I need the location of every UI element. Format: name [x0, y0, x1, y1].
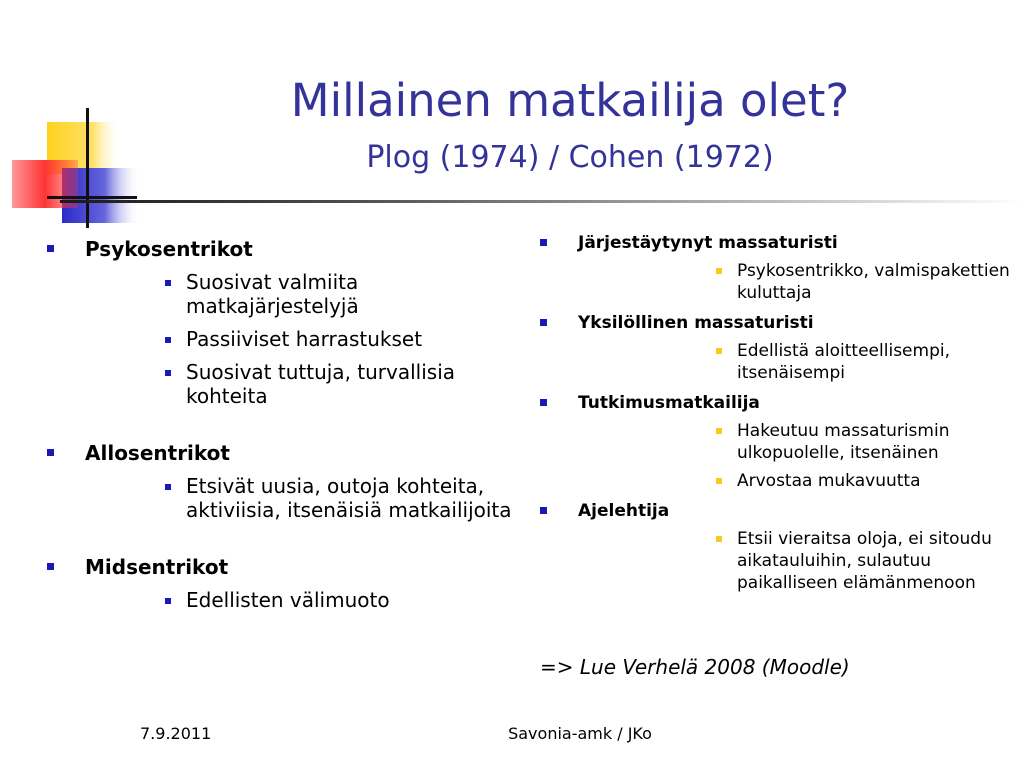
sub-list — [716, 420, 1010, 492]
square-bullet-icon — [47, 449, 54, 456]
sub-list — [716, 340, 1010, 384]
sub-list — [716, 260, 1010, 304]
square-bullet-icon — [540, 507, 547, 514]
bullet-heading: Tutkimusmatkailija — [578, 393, 760, 413]
list-item-jarjestaytynyt-massaturisti — [540, 232, 1010, 304]
sub-list-item: Passiiviset harrastukset — [165, 327, 527, 351]
reading-reference: => Lue Verhelä 2008 (Moodle) — [540, 655, 850, 679]
square-bullet-icon — [716, 348, 722, 354]
square-bullet-icon — [716, 478, 722, 484]
footer-date: 7.9.2011 — [140, 724, 212, 743]
list-item-tutkimusmatkailija — [540, 392, 1010, 492]
sub-list — [716, 528, 1010, 594]
bullet-heading: Psykosentrikot — [85, 237, 253, 261]
slide-subtitle: Plog (1974) / Cohen (1972) — [366, 140, 774, 175]
sub-list-item: Arvostaa mukavuutta — [716, 470, 1010, 492]
square-bullet-icon — [540, 319, 547, 326]
bullet-heading: Allosentrikot — [85, 441, 230, 465]
sub-list-item: Edellisten välimuoto — [165, 588, 527, 612]
bullet-heading: Järjestäytynyt massaturisti — [578, 233, 838, 253]
list-item-midsentrikot — [47, 554, 527, 612]
list-item-ajelehtija — [540, 500, 1010, 594]
list-item-allosentrikot — [47, 440, 527, 522]
sub-list-item: Etsii vieraitsa oloja, ei sitoudu aikatauluihin, sulautuu paikalliseen elämänmenoon — [716, 528, 1010, 594]
left-bullet-list — [47, 236, 527, 621]
square-bullet-icon — [540, 239, 547, 246]
title-divider — [60, 200, 1024, 203]
square-bullet-icon — [165, 337, 171, 343]
square-bullet-icon — [716, 268, 722, 274]
sub-list-item: Suosivat valmiita matkajärjestelyjä — [165, 270, 527, 318]
sub-list-item: Hakeutuu massaturismin ulkopuolelle, itsenäinen — [716, 420, 1010, 464]
square-bullet-icon — [47, 245, 54, 252]
square-bullet-icon — [165, 484, 171, 490]
decorative-squares-logo — [0, 0, 150, 230]
sub-list-item: Etsivät uusia, outoja kohteita, aktiviisia, itsenäisiä matkailijoita — [165, 474, 527, 522]
sub-list — [165, 270, 527, 408]
list-item-psykosentrikot — [47, 236, 527, 408]
square-bullet-icon — [165, 370, 171, 376]
sub-list — [165, 588, 527, 612]
list-item-yksilollinen-massaturisti — [540, 312, 1010, 384]
slide-title: Millainen matkailija olet? — [290, 74, 850, 127]
sub-list-item: Psykosentrikko, valmispakettien kuluttaja — [716, 260, 1010, 304]
square-bullet-icon — [716, 536, 722, 542]
square-bullet-icon — [716, 428, 722, 434]
right-bullet-list — [540, 232, 1010, 600]
sub-list — [165, 474, 527, 522]
square-bullet-icon — [165, 280, 171, 286]
sub-list-item: Suosivat tuttuja, turvallisia kohteita — [165, 360, 527, 408]
square-bullet-icon — [47, 563, 54, 570]
bullet-heading: Midsentrikot — [85, 555, 229, 579]
bullet-heading: Yksilöllinen massaturisti — [578, 313, 814, 333]
sub-list-item: Edellistä aloitteellisempi, itsenäisempi — [716, 340, 1010, 384]
square-bullet-icon — [165, 598, 171, 604]
square-bullet-icon — [540, 399, 547, 406]
bullet-heading: Ajelehtija — [578, 501, 670, 521]
footer-organization: Savonia-amk / JKo — [508, 724, 652, 743]
